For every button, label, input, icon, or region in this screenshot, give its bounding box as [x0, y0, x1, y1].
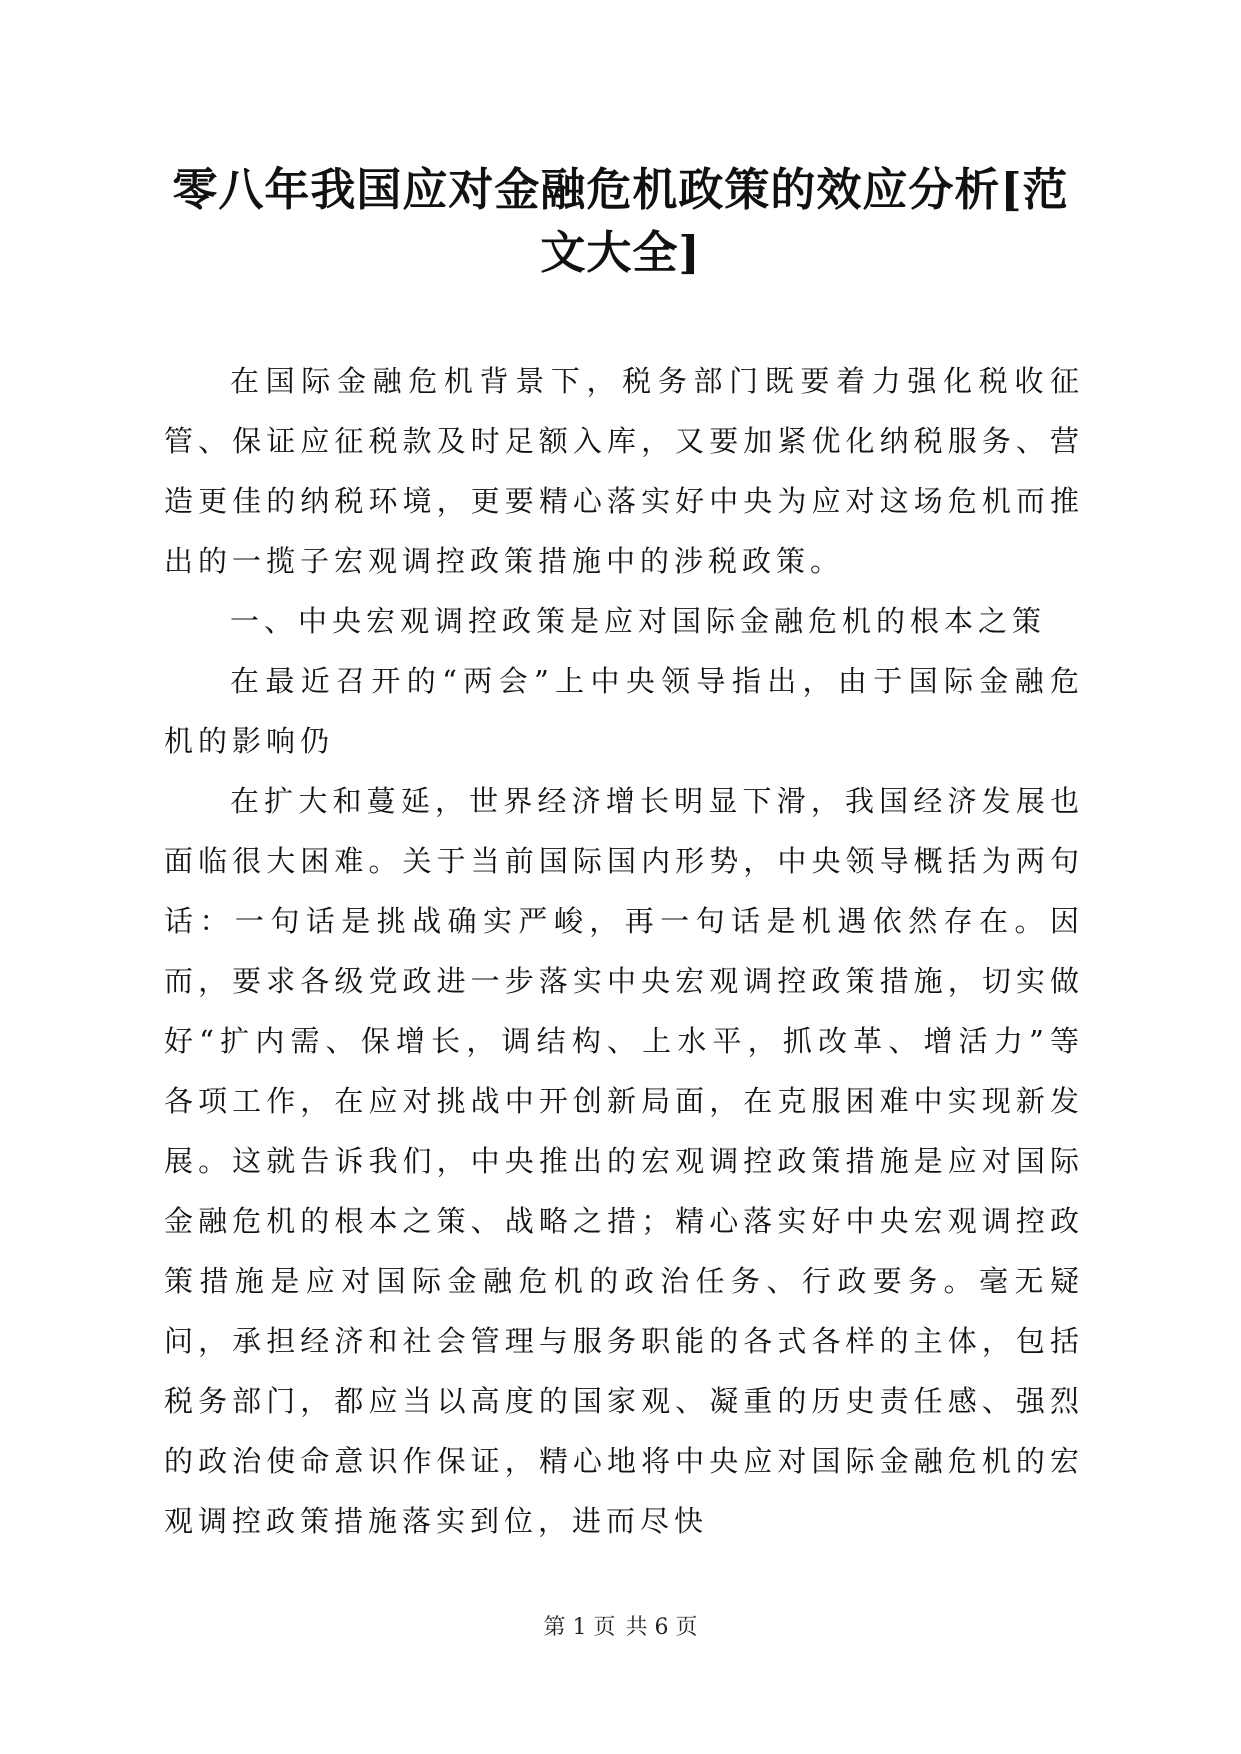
- body-paragraph-1: 在国际金融危机背景下，税务部门既要着力强化税收征管、保证应征税款及时足额入库，又要加紧优化纳税服务、营造更佳的纳税环境，更要精心落实好中央为应对这场危机而推出的一揽子宏观调控政策措施中的涉税政策。: [164, 364, 1084, 578]
- page-count: 共 6 页: [625, 1615, 698, 1640]
- body-paragraph-3: 在扩大和蔓延，世界经济增长明显下滑，我国经济发展也面临很大困难。关于当前国际国内形势，中央领导概括为两句话：一句话是挑战确实严峻，再一句话是机遇依然存在。因而，要求各级党政进一步落实中央宏观调控政策措施，切实做好“扩内需、保增长，调结构、上水平，抓改革、增活力”等各项工作，在应对挑战中开创新局面，在克服困难中实现新发展。这就告诉我们，中央推出的宏观调控政策措施是应对国际金融危机的根本之策、战略之措；精心落实好中央宏观调控政策措施是应对国际金融危机的政治任务、行政要务。毫无疑问，承担经济和社会管理与服务职能的各式各样的主体，包括税务部门，都应当以高度的国家观、凝重的历史责任感、强烈的政治使命意识作保证，精心地将中央应对国际金融危机的宏观调控政策措施落实到位，进而尽快: [164, 784, 1084, 1538]
- document-title: 零八年我国应对金融危机政策的效应分析[范文大全]: [172, 163, 1069, 279]
- page-number: 第 1 页: [543, 1615, 616, 1640]
- body-paragraph-2: 在最近召开的“两会”上中央领导指出，由于国际金融危机的影响仍: [164, 664, 1084, 758]
- document-body: [164, 351, 1084, 1551]
- page-footer: [0, 1613, 1241, 1643]
- section-heading-1: 一、中央宏观调控政策是应对国际金融危机的根本之策: [230, 604, 1047, 638]
